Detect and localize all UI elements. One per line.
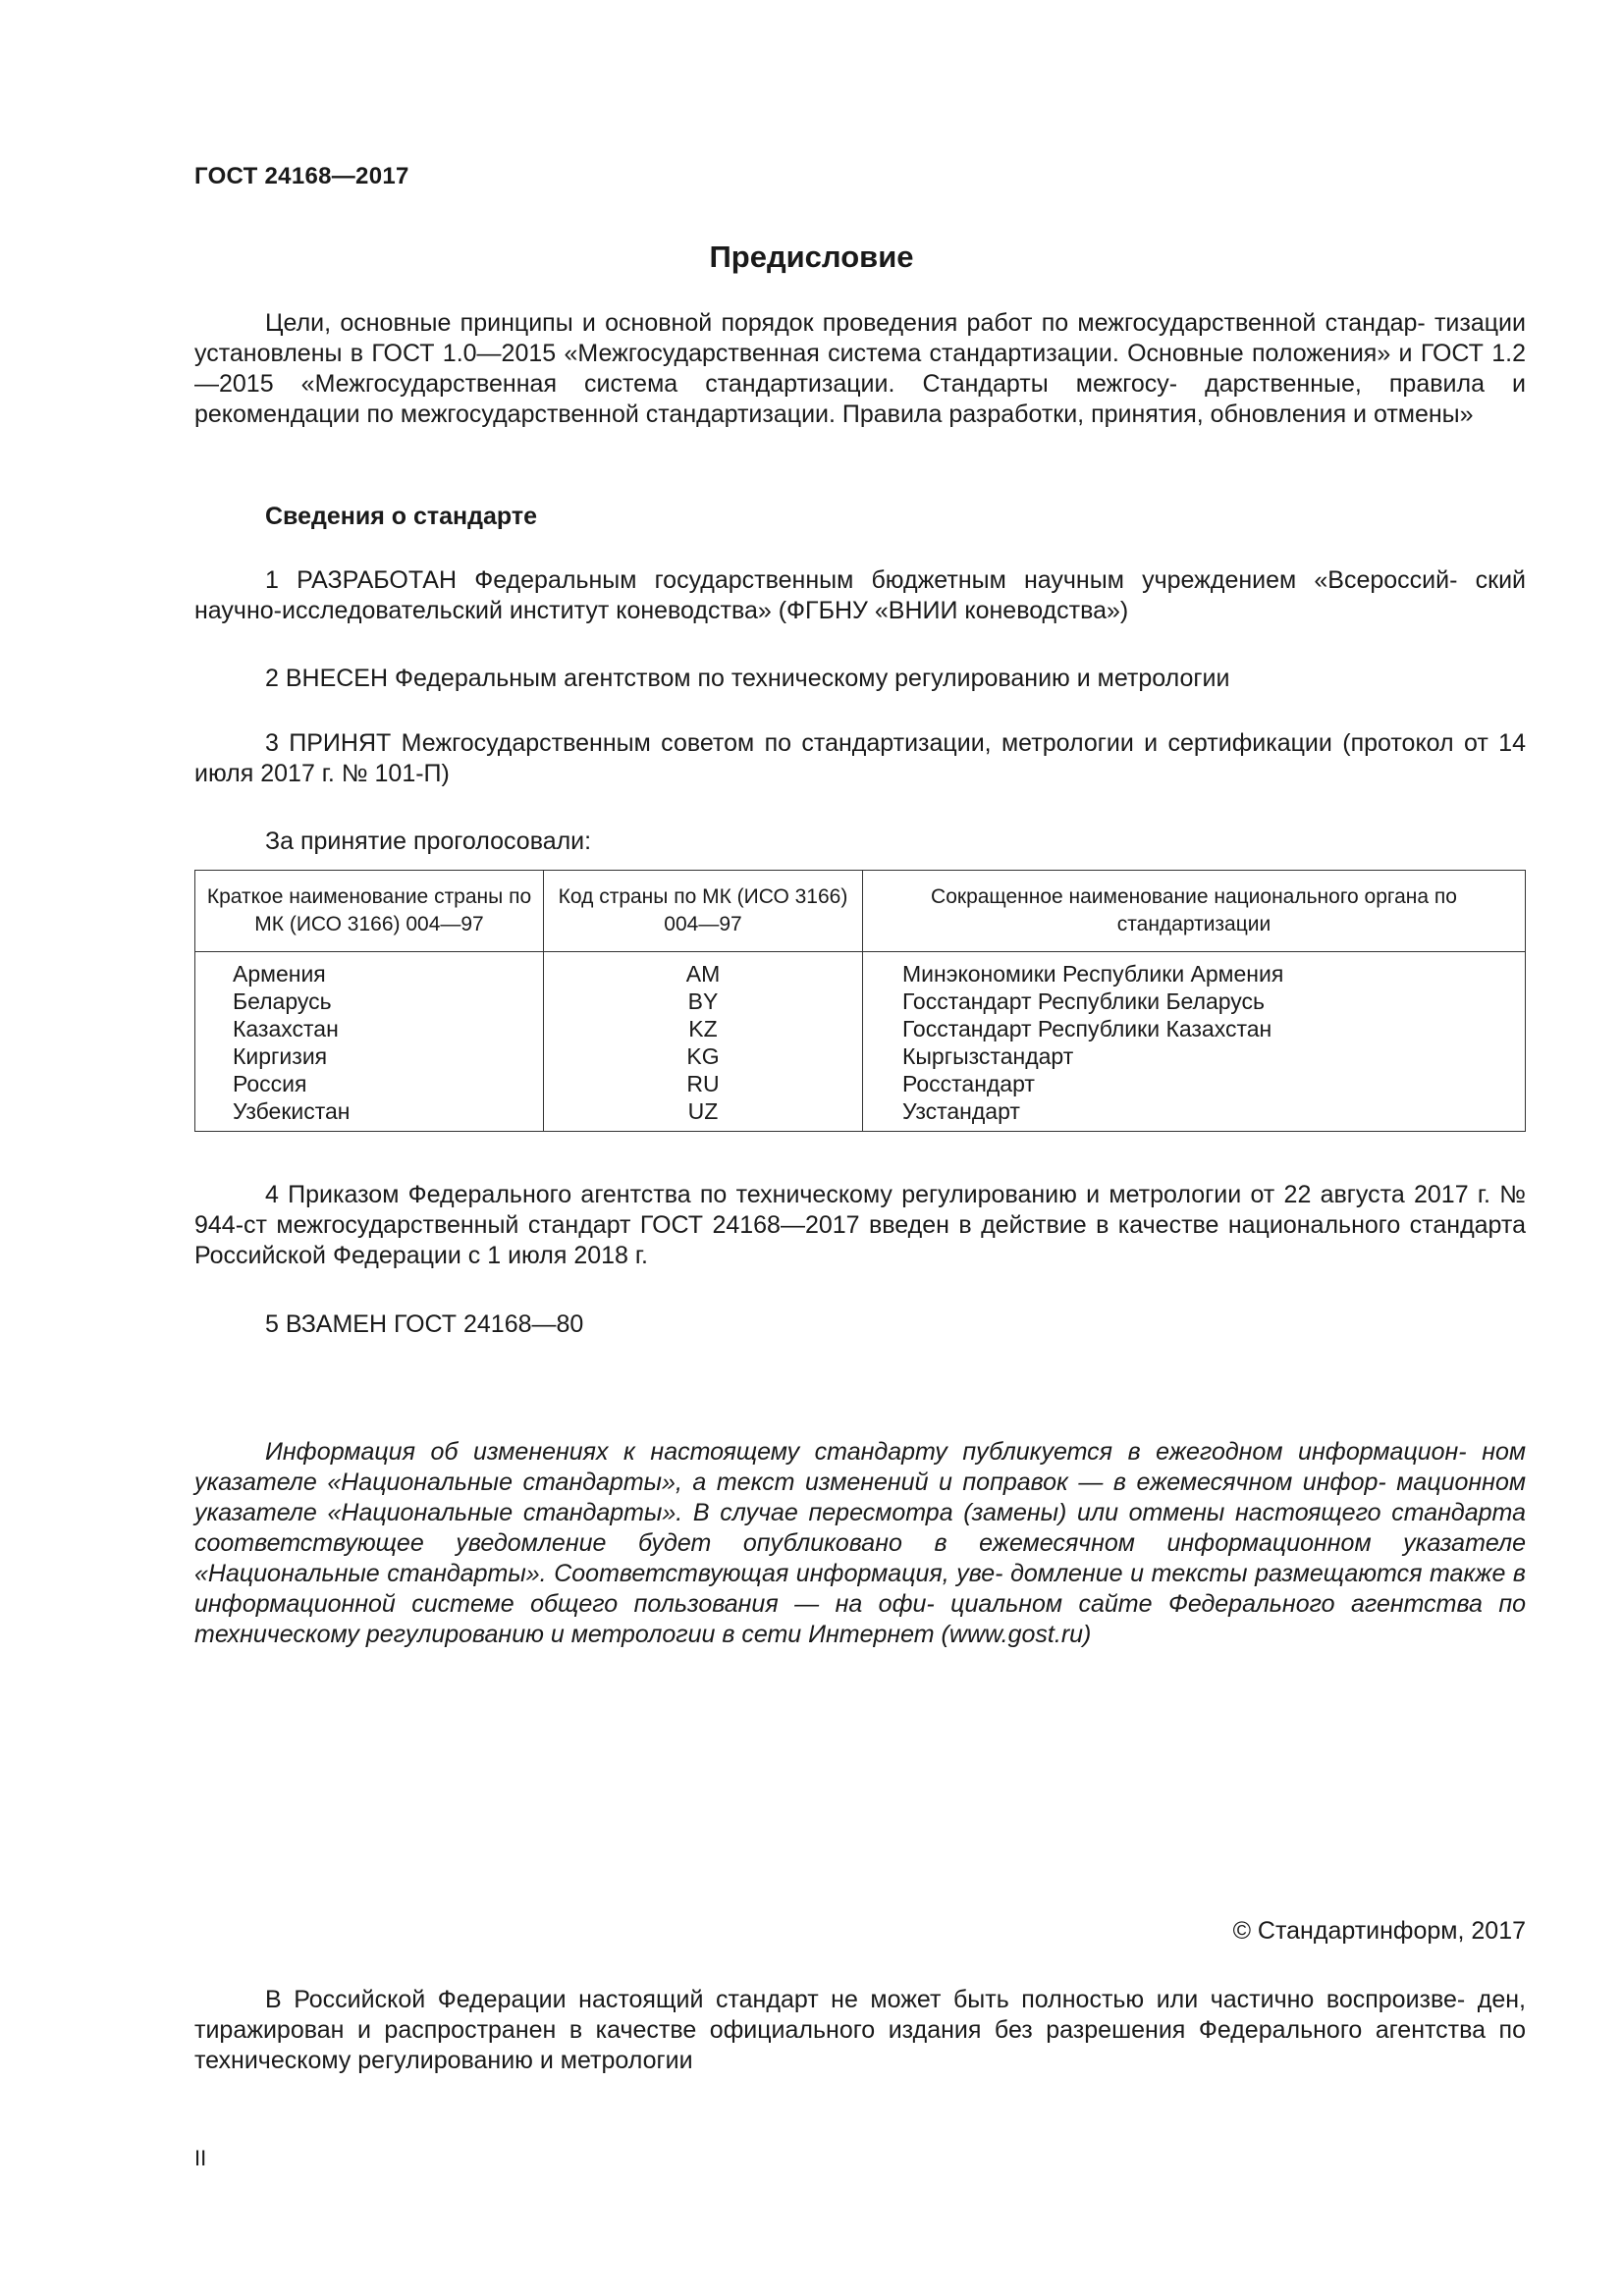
table-cell-code: KG [686,1043,720,1069]
voted-label: За принятие проголосовали: [265,828,592,855]
table-cell-country: Казахстан [233,1016,339,1041]
subheading-section [194,503,1526,531]
item-5-section [194,1309,1526,1340]
intro-section [194,308,1526,430]
info-note-section [194,1437,1526,1650]
table-cell-body: Росстандарт [902,1071,1035,1096]
table-cell-body: Госстандарт Республики Казахстан [902,1016,1272,1041]
item-5-paragraph: 5 ВЗАМЕН ГОСТ 24168—80 [265,1310,584,1338]
table-cell-code: UZ [687,1098,719,1124]
voting-table [194,870,1526,1132]
item-2-section [194,664,1526,694]
body-column [863,952,1526,1132]
table-cell-body: Кыргызстандарт [902,1043,1074,1069]
table-cell-country: Узбекистан [233,1098,351,1124]
page-number: II [194,2146,207,2170]
code-column [544,952,863,1132]
table-cell-code: BY [687,988,719,1014]
standard-code: ГОСТ 24168—2017 [194,163,409,189]
table-cell-country: Беларусь [233,988,332,1014]
table-cell-body: Узстандарт [902,1098,1020,1124]
table-cell-code: RU [686,1071,720,1096]
table-cell-body: Минэкономики Республики Армения [902,961,1284,987]
voted-section [194,827,1526,857]
item-1-section [194,565,1526,626]
info-note-paragraph: Информация об изменениях к настоящему стандарту публикуется в ежегодном информацион- ном указателе «Национальные стандарты», а текст изменений и поправок — в ежемесячном инфор- мационном указателе «Национальные стандарты». В случае пересмотра (замены) или отмены настоящего стандарта соответствующее уведомление будет опубликовано в ежемесячном информационном указателе «Национальные стандарты». Соответствующая информация, уве- домление и тексты размещаются также в информационной системе общего пользования — на офи- циальном сайте Федерального агентства по техническому регулированию и метрологии в сети Интернет (www.gost.ru) [194,1438,1526,1648]
table-cell-body: Госстандарт Республики Беларусь [902,988,1266,1014]
item-3-paragraph: 3 ПРИНЯТ Межгосударственным советом по стандартизации, метрологии и сертификации (протокол от 14 июля 2017 г. № 101-П) [194,729,1526,787]
copyright-section [194,1916,1526,1947]
country-column [195,952,544,1132]
item-4-section [194,1180,1526,1271]
item-1-paragraph: 1 РАЗРАБОТАН Федеральным государственным бюджетным научным учреждением «Всероссий- ский научно-исследовательский институт коневодства» (ФГБНУ «ВНИИ коневодства») [194,566,1526,624]
table-header-code: Код страны по МК (ИСО 3166) 004—97 [544,871,863,952]
page-title: Предисловие [709,240,914,274]
table-cell-country: Россия [233,1071,307,1096]
section-subheading: Сведения о стандарте [265,503,538,530]
table-cell-country: Армения [233,961,326,987]
item-4-paragraph: 4 Приказом Федерального агентства по техническому регулированию и метрологии от 22 августа 2017 г. № 944-ст межгосударственный стандарт ГОСТ 24168—2017 введен в действие в качестве национального стандарта Российской Федерации с 1 июля 2018 г. [194,1181,1526,1269]
intro-paragraph: Цели, основные принципы и основной порядок проведения работ по межгосударственной стандар- тизации установлены в ГОСТ 1.0—2015 «Межгосударственная система стандартизации. Основные положения» и ГОСТ 1.2—2015 «Межгосударственная система стандартизации. Стандарты межгосу- дарственные, правила и рекомендации по межгосударственной стандартизации. Правила разработки, принятия, обновления и отмены» [194,309,1526,428]
table-header-body: Сокращенное наименование национального органа по стандартизации [863,871,1526,952]
notice-section [194,1985,1526,2076]
item-2-paragraph: 2 ВНЕСЕН Федеральным агентством по техническому регулированию и метрологии [265,665,1230,692]
item-3-section [194,728,1526,789]
table-header-country: Краткое наименование страны по МК (ИСО 3166) 004—97 [195,871,544,952]
reproduction-notice: В Российской Федерации настоящий стандарт не может быть полностью или частично воспроизве- ден, тиражирован и распространен в качестве официального издания без разрешения Федерального агентства по техническому регулированию и метрологии [194,1986,1526,2074]
table-cell-code: KZ [688,1016,718,1041]
table-cell-code: AM [685,961,721,987]
table-header-row [195,871,1526,952]
table-body-row [195,952,1526,1132]
table-cell-country: Киргизия [233,1043,328,1069]
copyright-line: © Стандартинформ, 2017 [1232,1917,1526,1945]
